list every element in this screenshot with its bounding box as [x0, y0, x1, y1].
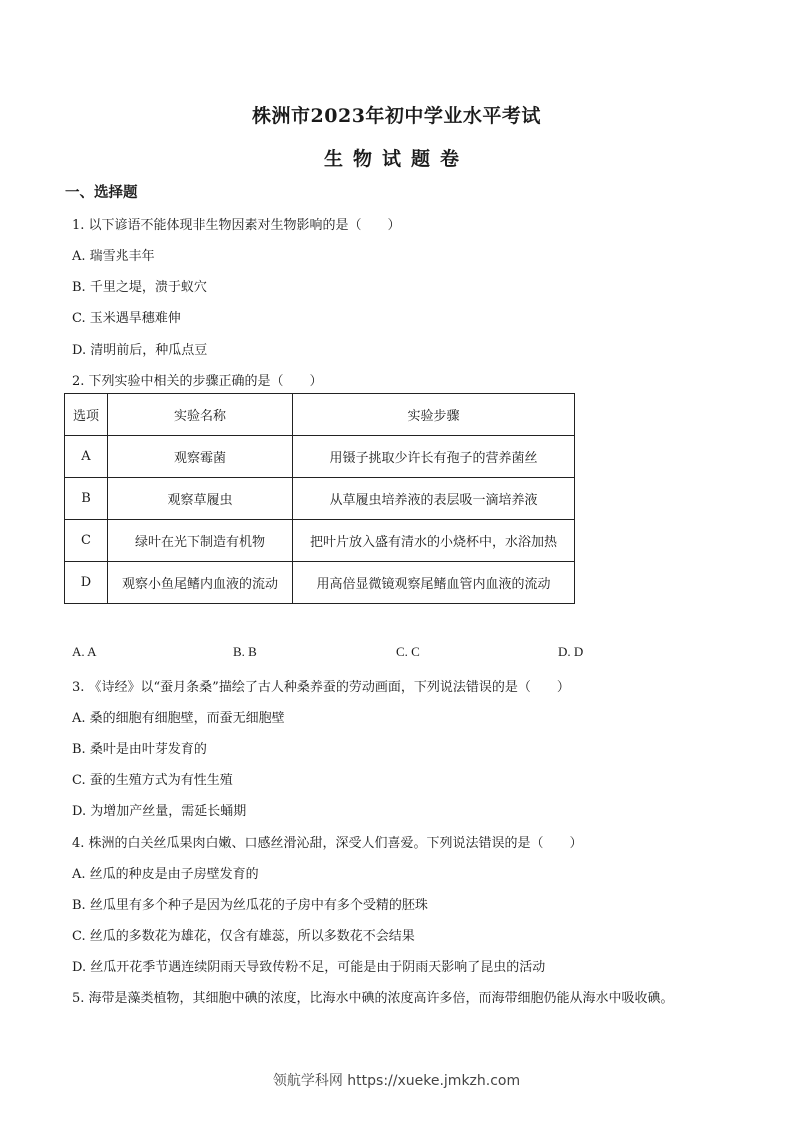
table-cell: D — [65, 562, 108, 604]
exam-subtitle: 生物试题卷 — [323, 148, 469, 170]
question-1-option-b: B. 千里之堤，溃于蚁穴 — [72, 280, 207, 295]
question-1-option-a: A. 瑞雪兆丰年 — [72, 249, 155, 264]
table-header-cell: 实验名称 — [108, 394, 293, 436]
table-cell: 观察草履虫 — [108, 478, 293, 520]
question-3-option-a: A. 桑的细胞有细胞壁，而蚕无细胞壁 — [72, 711, 285, 726]
table-cell: C — [65, 520, 108, 562]
question-1-option-d: D. 清明前后，种瓜点豆 — [72, 343, 208, 358]
question-1-option-c: C. 玉米遇旱穗难伸 — [72, 311, 181, 326]
table-cell: 用镊子挑取少许长有孢子的营养菌丝 — [293, 436, 575, 478]
question-2-stem: 2. 下列实验中相关的步骤正确的是（ ） — [72, 374, 323, 389]
table-cell: A — [65, 436, 108, 478]
question-4-option-a: A. 丝瓜的种皮是由子房壁发育的 — [72, 867, 259, 882]
question-4-option-b: B. 丝瓜里有多个种子是因为丝瓜花的子房中有多个受精的胚珠 — [72, 898, 428, 913]
question-5-stem: 5. 海带是藻类植物，其细胞中碘的浓度，比海水中碘的浓度高许多倍，而海带细胞仍能从海水中吸收碘。 — [72, 991, 674, 1006]
table-cell: 绿叶在光下制造有机物 — [108, 520, 293, 562]
table-cell: 把叶片放入盛有清水的小烧杯中，水浴加热 — [293, 520, 575, 562]
table-cell: 用高倍显微镜观察尾鳍血管内血液的流动 — [293, 562, 575, 604]
question-2-option-a: A. A — [72, 644, 97, 659]
footer-watermark: 领航学科网 https://xueke.jmkzh.com — [272, 1073, 521, 1089]
table-row — [65, 478, 575, 520]
table-header-row — [65, 394, 575, 436]
experiment-table — [64, 393, 575, 604]
table-cell: 观察霉菌 — [108, 436, 293, 478]
question-2-option-b: B. B — [233, 644, 257, 659]
table-row — [65, 520, 575, 562]
question-2-option-c: C. C — [396, 644, 420, 659]
table-cell: 观察小鱼尾鳍内血液的流动 — [108, 562, 293, 604]
question-3-stem: 3. 《诗经》以“蚕月条桑”描绘了古人种桑养蚕的劳动画面，下列说法错误的是（ ） — [72, 680, 570, 695]
question-3-option-d: D. 为增加产丝量，需延长蛹期 — [72, 804, 247, 819]
table-header-cell: 实验步骤 — [293, 394, 575, 436]
question-4-option-d: D. 丝瓜开花季节遇连续阴雨天导致传粉不足，可能是由于阴雨天影响了昆虫的活动 — [72, 960, 546, 975]
question-1-stem: 1. 以下谚语不能体现非生物因素对生物影响的是（ ） — [72, 218, 401, 233]
question-4-stem: 4. 株洲的白关丝瓜果肉白嫩、口感丝滑沁甜，深受人们喜爱。下列说法错误的是（ ） — [72, 836, 583, 851]
section-heading: 一、选择题 — [65, 185, 138, 201]
table-cell: 从草履虫培养液的表层吸一滴培养液 — [293, 478, 575, 520]
question-3-option-c: C. 蚕的生殖方式为有性生殖 — [72, 773, 233, 788]
question-2-option-d: D. D — [558, 644, 584, 659]
table-header-cell: 选项 — [65, 394, 108, 436]
exam-title: 株洲市2023年初中学业水平考试 — [252, 105, 541, 127]
question-4-option-c: C. 丝瓜的多数花为雄花，仅含有雄蕊，所以多数花不会结果 — [72, 929, 415, 944]
table-cell: B — [65, 478, 108, 520]
question-3-option-b: B. 桑叶是由叶芽发育的 — [72, 742, 207, 757]
table-row — [65, 562, 575, 604]
table-row — [65, 436, 575, 478]
